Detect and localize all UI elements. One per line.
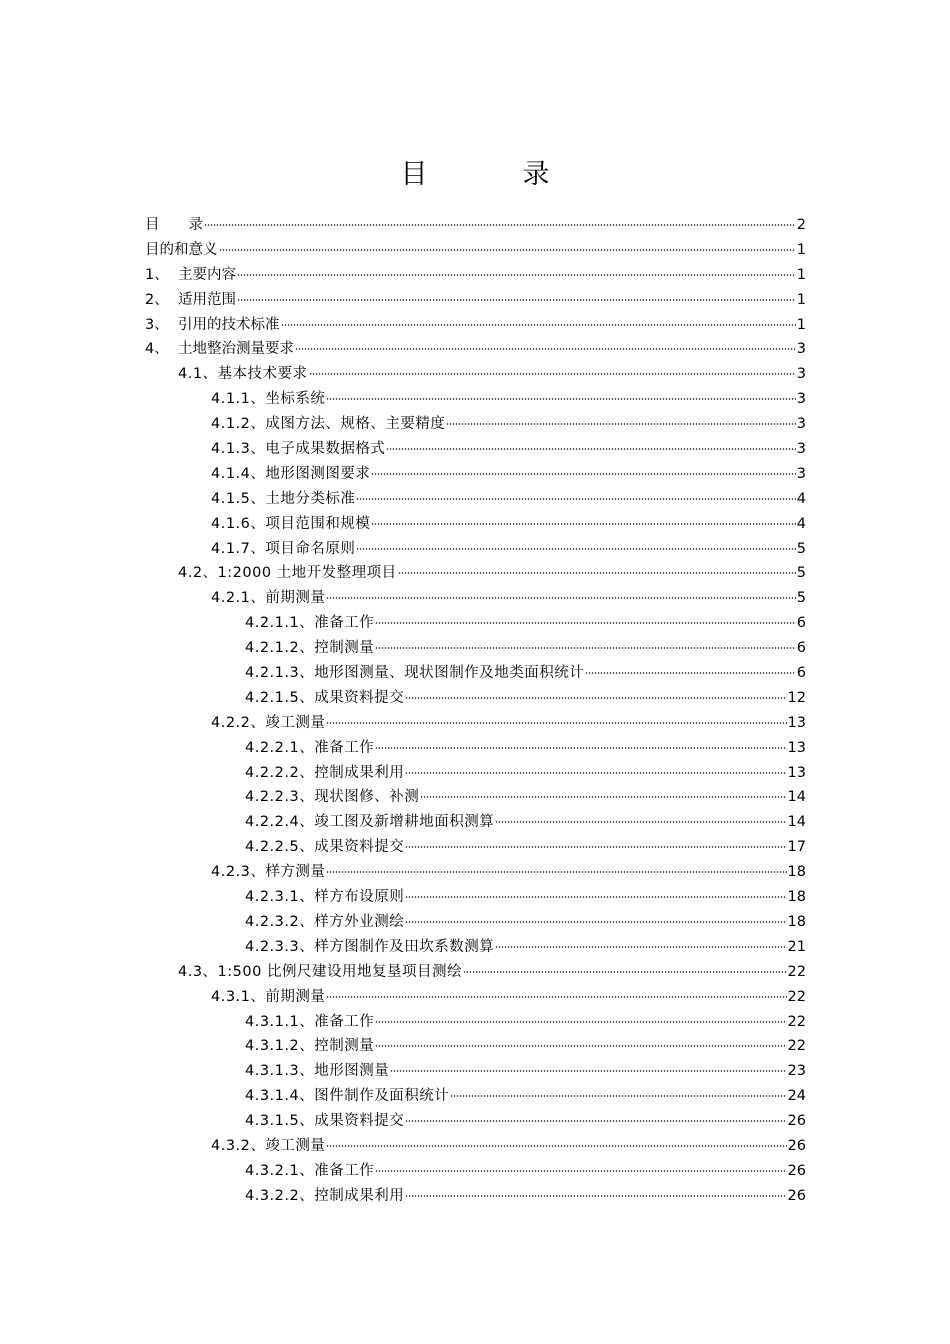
toc-entry-title: 4.3.1.3、地形图测量 xyxy=(245,1063,390,1080)
toc-entry-page-number: 22 xyxy=(787,963,806,980)
toc-entry-page-number: 26 xyxy=(787,1113,806,1130)
toc-entry-page-number: 4 xyxy=(796,490,806,507)
toc-entry-title: 4.3.2.2、控制成果利用 xyxy=(245,1187,405,1204)
toc-entry-page-number: 5 xyxy=(796,540,806,557)
toc-entry-title: 4.2.3.3、样方图制作及田坎系数测算 xyxy=(245,938,495,955)
toc-entry-page-number: 3 xyxy=(796,366,806,383)
toc-dot-leader xyxy=(326,597,795,599)
toc-dot-leader xyxy=(371,523,795,525)
toc-entry[interactable] xyxy=(145,337,806,362)
toc-entry-title: 4.3.1.1、准备工作 xyxy=(245,1013,375,1030)
toc-entry[interactable] xyxy=(145,1134,806,1159)
toc-entry[interactable] xyxy=(145,362,806,387)
toc-entry-title: 4.2.1.1、准备工作 xyxy=(245,615,375,632)
toc-entry-title: 主要内容 xyxy=(178,266,236,283)
toc-dot-leader xyxy=(375,647,796,649)
toc-entry-page-number: 22 xyxy=(787,1038,806,1055)
toc-entry[interactable] xyxy=(145,487,806,512)
toc-entry[interactable] xyxy=(145,810,806,835)
toc-entry-page-number: 13 xyxy=(787,764,806,781)
toc-entry-title: 目的和意义 xyxy=(145,241,218,258)
toc-entry-number: 3、 xyxy=(145,316,169,333)
toc-dot-leader xyxy=(295,348,796,350)
toc-entry-page-number: 26 xyxy=(787,1162,806,1179)
toc-entry-page-number: 26 xyxy=(787,1187,806,1204)
toc-entry-title: 4.2.2.4、竣工图及新增耕地面积测算 xyxy=(245,814,495,831)
toc-entry-number: 4、 xyxy=(145,341,169,358)
toc-entry-title: 4.3.2.1、准备工作 xyxy=(245,1162,375,1179)
toc-entry-title: 适用范围 xyxy=(178,291,236,308)
toc-entry-page-number: 14 xyxy=(787,789,806,806)
toc-entry[interactable] xyxy=(145,611,806,636)
toc-entry[interactable] xyxy=(145,561,806,586)
toc-dot-leader xyxy=(405,846,786,848)
toc-entry-page-number: 6 xyxy=(796,615,806,632)
toc-entry[interactable] xyxy=(145,437,806,462)
toc-entry[interactable] xyxy=(145,288,806,313)
toc-entry-page-number: 6 xyxy=(796,665,806,682)
toc-entry-page-number: 5 xyxy=(796,565,806,582)
toc-entry-title: 土地整治测量要求 xyxy=(178,341,294,358)
toc-dot-leader xyxy=(386,448,795,450)
toc-dot-leader xyxy=(326,722,786,724)
toc-dot-leader xyxy=(326,871,786,873)
toc-entry-page-number: 12 xyxy=(787,689,806,706)
toc-entry-title: 4.2.2.1、准备工作 xyxy=(245,739,375,756)
toc-entry-title: 4.1.5、土地分类标准 xyxy=(211,490,356,507)
toc-entry-page-number: 1 xyxy=(796,316,806,333)
toc-entry-title: 4.2.3.2、样方外业测绘 xyxy=(245,913,405,930)
toc-entry[interactable] xyxy=(145,785,806,810)
toc-dot-leader xyxy=(375,1045,786,1047)
toc-entry-page-number: 22 xyxy=(787,988,806,1005)
toc-entry[interactable] xyxy=(145,1010,806,1035)
toc-entry-title: 4.2.2、竣工测量 xyxy=(211,714,326,731)
toc-entry[interactable] xyxy=(145,586,806,611)
toc-entry-page-number: 1 xyxy=(796,266,806,283)
page-title: 目 录 xyxy=(400,159,584,190)
toc-entry[interactable] xyxy=(145,1109,806,1134)
toc-entry-title: 4.2、1:2000 土地开发整理项目 xyxy=(178,565,397,582)
toc-entry-page-number: 3 xyxy=(796,441,806,458)
toc-dot-leader xyxy=(326,1145,786,1147)
toc-entry[interactable] xyxy=(145,860,806,885)
toc-entry[interactable] xyxy=(145,636,806,661)
toc-entry-page-number: 3 xyxy=(796,465,806,482)
toc-dot-leader xyxy=(375,622,796,624)
toc-entry-page-number: 18 xyxy=(787,889,806,906)
toc-entry-page-number: 4 xyxy=(796,515,806,532)
toc-entry[interactable] xyxy=(145,985,806,1010)
toc-dot-leader xyxy=(371,473,795,475)
toc-dot-leader xyxy=(446,423,795,425)
toc-entry[interactable] xyxy=(145,1059,806,1084)
toc-entry-page-number: 3 xyxy=(796,341,806,358)
toc-entry[interactable] xyxy=(145,313,806,338)
toc-entry[interactable] xyxy=(145,1159,806,1184)
toc-entry[interactable] xyxy=(145,1034,806,1059)
toc-dot-leader xyxy=(463,971,787,973)
toc-dot-leader xyxy=(398,572,796,574)
toc-entry-page-number: 18 xyxy=(787,913,806,930)
toc-dot-leader xyxy=(356,498,795,500)
toc-dot-leader xyxy=(219,249,796,251)
toc-dot-leader xyxy=(405,921,786,923)
toc-entry-title: 4.2.2.2、控制成果利用 xyxy=(245,764,405,781)
toc-entry[interactable] xyxy=(145,412,806,437)
toc-entry[interactable] xyxy=(145,835,806,860)
toc-entry-title: 4.2.1.3、地形图测量、现状图制作及地类面积统计 xyxy=(245,665,585,682)
toc-entry-title: 4.1.6、项目范围和规模 xyxy=(211,515,371,532)
toc-entry-page-number: 22 xyxy=(787,1013,806,1030)
toc-entry-title: 4.2.1.2、控制测量 xyxy=(245,640,375,657)
toc-dot-leader xyxy=(326,398,795,400)
toc-entry-page-number: 14 xyxy=(787,814,806,831)
toc-dot-leader xyxy=(495,946,786,948)
toc-entry[interactable] xyxy=(145,661,806,686)
toc-dot-leader xyxy=(281,324,796,326)
toc-entry-title: 4.2.1.5、成果资料提交 xyxy=(245,689,405,706)
toc-dot-leader xyxy=(390,1070,786,1072)
toc-entry[interactable] xyxy=(145,213,806,238)
toc-entry-title: 4.3.2、竣工测量 xyxy=(211,1137,326,1154)
toc-entry[interactable] xyxy=(145,1184,806,1209)
toc-entry-title: 4.3.1、前期测量 xyxy=(211,988,326,1005)
toc-entry-title: 4.1.4、地形图测图要求 xyxy=(211,465,371,482)
toc-entry[interactable] xyxy=(145,686,806,711)
toc-entry[interactable] xyxy=(145,238,806,263)
toc-entry-page-number: 5 xyxy=(796,590,806,607)
toc-entry-title: 4.2.3.1、样方布设原则 xyxy=(245,889,405,906)
toc-dot-leader xyxy=(405,697,786,699)
toc-entry-page-number: 24 xyxy=(787,1088,806,1105)
toc-entry-page-number: 2 xyxy=(796,217,806,233)
toc-entry-page-number: 3 xyxy=(796,416,806,433)
toc-entry-title: 4.1.3、电子成果数据格式 xyxy=(211,441,386,458)
toc-entry-page-number: 17 xyxy=(787,839,806,856)
table-of-contents xyxy=(145,213,806,1209)
toc-entry[interactable] xyxy=(145,960,806,985)
toc-entry-page-number: 18 xyxy=(787,864,806,881)
toc-dot-leader xyxy=(375,1021,786,1023)
toc-entry-page-number: 1 xyxy=(796,291,806,308)
toc-entry-title: 4.1.1、坐标系统 xyxy=(211,391,326,408)
toc-entry[interactable] xyxy=(145,910,806,935)
toc-entry[interactable] xyxy=(145,387,806,412)
toc-dot-leader xyxy=(585,672,796,674)
toc-entry-title: 4.1.2、成图方法、规格、主要精度 xyxy=(211,416,446,433)
toc-dot-leader xyxy=(405,896,786,898)
toc-entry[interactable] xyxy=(145,537,806,562)
toc-entry-title: 4.3.1.5、成果资料提交 xyxy=(245,1113,405,1130)
toc-entry-title: 4.3、1:500 比例尺建设用地复垦项目测绘 xyxy=(178,963,462,980)
toc-entry-title: 4.2.2.3、现状图修、补测 xyxy=(245,789,420,806)
toc-entry-page-number: 6 xyxy=(796,640,806,657)
toc-entry-title: 4.2.1、前期测量 xyxy=(211,590,326,607)
toc-entry-page-number: 1 xyxy=(796,241,806,258)
toc-entry-page-number: 13 xyxy=(787,714,806,731)
toc-dot-leader xyxy=(375,1170,786,1172)
toc-entry[interactable] xyxy=(145,736,806,761)
toc-entry-page-number: 23 xyxy=(787,1063,806,1080)
toc-dot-leader xyxy=(309,373,796,375)
toc-dot-leader xyxy=(405,772,786,774)
toc-entry[interactable] xyxy=(145,512,806,537)
toc-dot-leader xyxy=(237,299,796,301)
toc-entry-title: 4.1、基本技术要求 xyxy=(178,366,308,383)
toc-entry-title: 4.2.2.5、成果资料提交 xyxy=(245,839,405,856)
toc-entry-title: 4.3.1.4、图件制作及面积统计 xyxy=(245,1088,450,1105)
toc-dot-leader xyxy=(356,548,795,550)
toc-dot-leader xyxy=(495,821,786,823)
toc-entry-page-number: 13 xyxy=(787,739,806,756)
toc-entry-title: 目 录 xyxy=(145,217,203,233)
toc-entry-number: 2、 xyxy=(145,291,169,308)
toc-entry-title: 4.1.7、项目命名原则 xyxy=(211,540,356,557)
toc-entry[interactable] xyxy=(145,885,806,910)
toc-dot-leader xyxy=(405,1120,786,1122)
toc-dot-leader xyxy=(375,747,786,749)
toc-entry[interactable] xyxy=(145,711,806,736)
toc-dot-leader xyxy=(237,274,796,276)
toc-entry[interactable] xyxy=(145,1084,806,1109)
toc-dot-leader xyxy=(450,1095,786,1097)
toc-entry-page-number: 21 xyxy=(787,938,806,955)
toc-entry-page-number: 26 xyxy=(787,1137,806,1154)
toc-dot-leader xyxy=(420,796,786,798)
toc-dot-leader xyxy=(405,1195,786,1197)
toc-entry[interactable] xyxy=(145,935,806,960)
toc-entry-page-number: 3 xyxy=(796,391,806,408)
toc-entry-title: 4.2.3、样方测量 xyxy=(211,864,326,881)
toc-entry[interactable] xyxy=(145,761,806,786)
toc-dot-leader xyxy=(204,224,796,226)
toc-entry[interactable] xyxy=(145,263,806,288)
toc-entry-number: 1、 xyxy=(145,266,169,283)
toc-entry[interactable] xyxy=(145,462,806,487)
toc-entry-title: 引用的技术标准 xyxy=(178,316,280,333)
toc-entry-title: 4.3.1.2、控制测量 xyxy=(245,1038,375,1055)
toc-dot-leader xyxy=(326,996,786,998)
